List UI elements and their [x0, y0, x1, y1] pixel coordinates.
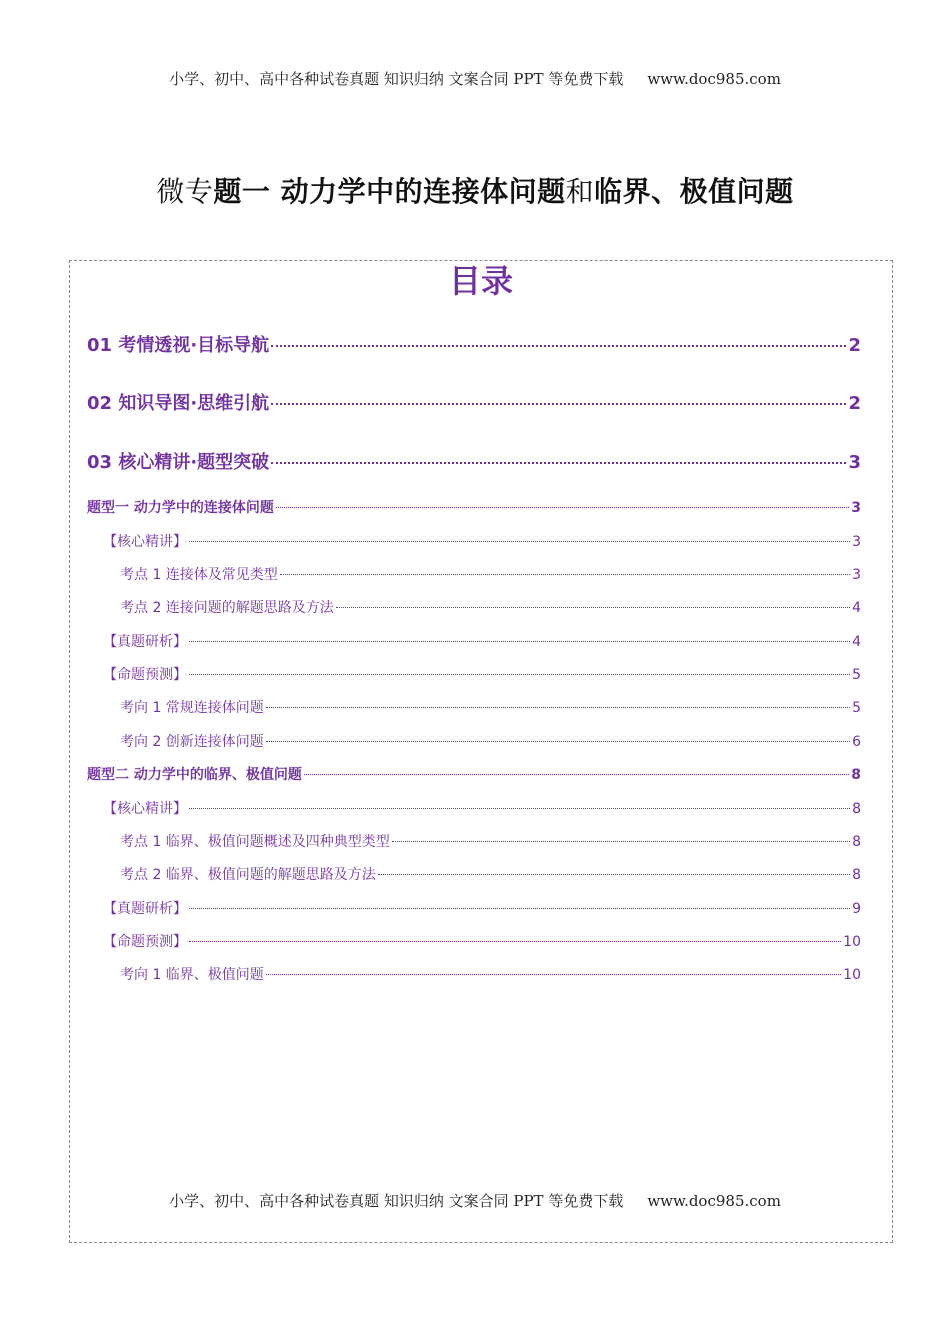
toc-entry-label: 【核心精讲】 [103, 534, 187, 550]
toc-entry[interactable] [120, 731, 861, 751]
toc-entry-label: 考向 1 常规连接体问题 [120, 700, 264, 716]
toc-entry-label: 考点 2 连接问题的解题思路及方法 [120, 600, 334, 616]
table-of-contents [69, 260, 893, 1243]
toc-entry-label: 【真题研析】 [103, 634, 187, 650]
toc-entry-page: 3 [848, 452, 861, 473]
toc-leader [266, 974, 841, 975]
toc-entry[interactable] [87, 764, 861, 784]
toc-entry-page: 3 [851, 500, 861, 516]
header-text: 小学、初中、高中各种试卷真题 知识归纳 文案合同 PPT 等免费下载 [169, 70, 624, 88]
title-suffix: 临界、极值问题 [594, 175, 794, 208]
toc-entry-label: 01 考情透视·目标导航 [87, 335, 270, 356]
toc-leader [271, 462, 846, 464]
toc-entry-page: 2 [848, 393, 861, 414]
toc-leader [276, 507, 849, 508]
document-title [0, 170, 950, 210]
toc-entry[interactable] [120, 831, 861, 851]
toc-leader [189, 908, 850, 909]
toc-entry-label: 考点 1 连接体及常见类型 [120, 567, 278, 583]
header-url[interactable]: www.doc985.com [647, 70, 781, 88]
toc-entry-page: 5 [852, 700, 861, 716]
toc-entry-page: 6 [852, 734, 861, 750]
toc-entry[interactable] [103, 898, 861, 918]
toc-entry-label: 考点 2 临界、极值问题的解题思路及方法 [120, 867, 376, 883]
toc-entry-page: 10 [843, 934, 861, 950]
title-prefix: 微专 [156, 175, 214, 208]
toc-leader [280, 574, 850, 575]
toc-entry[interactable] [120, 864, 861, 884]
toc-entry-page: 8 [851, 767, 861, 783]
toc-entry[interactable] [87, 389, 861, 415]
toc-entry-label: 【命题预测】 [103, 667, 187, 683]
toc-entry[interactable] [103, 531, 861, 551]
toc-entry[interactable] [87, 331, 861, 357]
toc-entry[interactable] [87, 497, 861, 517]
toc-entry-page: 8 [852, 834, 861, 850]
toc-heading: 目录 [448, 262, 513, 300]
toc-entry-label: 【核心精讲】 [103, 801, 187, 817]
toc-entry[interactable] [120, 564, 861, 584]
toc-leader [189, 541, 850, 542]
toc-leader [189, 808, 850, 809]
toc-leader [266, 741, 850, 742]
toc-entry[interactable] [87, 448, 861, 474]
toc-leader [271, 403, 846, 405]
toc-leader [271, 345, 846, 347]
footer-url[interactable]: www.doc985.com [647, 1192, 781, 1210]
toc-entry[interactable] [103, 798, 861, 818]
toc-entry-label: 03 核心精讲·题型突破 [87, 452, 270, 473]
toc-leader [392, 841, 850, 842]
toc-entry-page: 4 [852, 634, 861, 650]
toc-entry-page: 9 [852, 901, 861, 917]
toc-entry-label: 题型一 动力学中的连接体问题 [87, 500, 274, 516]
toc-entry-page: 10 [843, 967, 861, 983]
toc-leader [266, 707, 850, 708]
toc-entry-label: 考向 2 创新连接体问题 [120, 734, 264, 750]
title-connector: 和 [565, 175, 595, 208]
toc-entry-label: 02 知识导图·思维引航 [87, 393, 270, 414]
toc-entry-label: 考向 1 临界、极值问题 [120, 967, 264, 983]
toc-entry-label: 题型二 动力学中的临界、极值问题 [87, 767, 302, 783]
toc-entry-label: 【真题研析】 [103, 901, 187, 917]
toc-entry-page: 4 [852, 600, 861, 616]
toc-leader [304, 774, 849, 775]
page-footer [0, 1190, 950, 1211]
toc-entry-label: 考点 1 临界、极值问题概述及四种典型类型 [120, 834, 390, 850]
toc-entry[interactable] [120, 964, 861, 984]
toc-entry-page: 8 [852, 801, 861, 817]
title-main: 题一 动力学中的连接体问题 [213, 175, 566, 208]
toc-entry[interactable] [103, 631, 861, 651]
toc-leader [189, 641, 850, 642]
toc-leader [336, 607, 850, 608]
toc-entry-page: 3 [852, 534, 861, 550]
toc-entry[interactable] [103, 664, 861, 684]
toc-entry[interactable] [103, 931, 861, 951]
toc-entry-page: 8 [852, 867, 861, 883]
footer-text: 小学、初中、高中各种试卷真题 知识归纳 文案合同 PPT 等免费下载 [169, 1192, 624, 1210]
toc-leader [189, 941, 841, 942]
toc-leader [378, 874, 850, 875]
toc-entry-label: 【命题预测】 [103, 934, 187, 950]
toc-leader [189, 674, 850, 675]
page-header [0, 68, 950, 89]
toc-entry-page: 5 [852, 667, 861, 683]
toc-entry-page: 3 [852, 567, 861, 583]
toc-entry-page: 2 [848, 335, 861, 356]
toc-entry[interactable] [120, 697, 861, 717]
toc-entry[interactable] [120, 597, 861, 617]
